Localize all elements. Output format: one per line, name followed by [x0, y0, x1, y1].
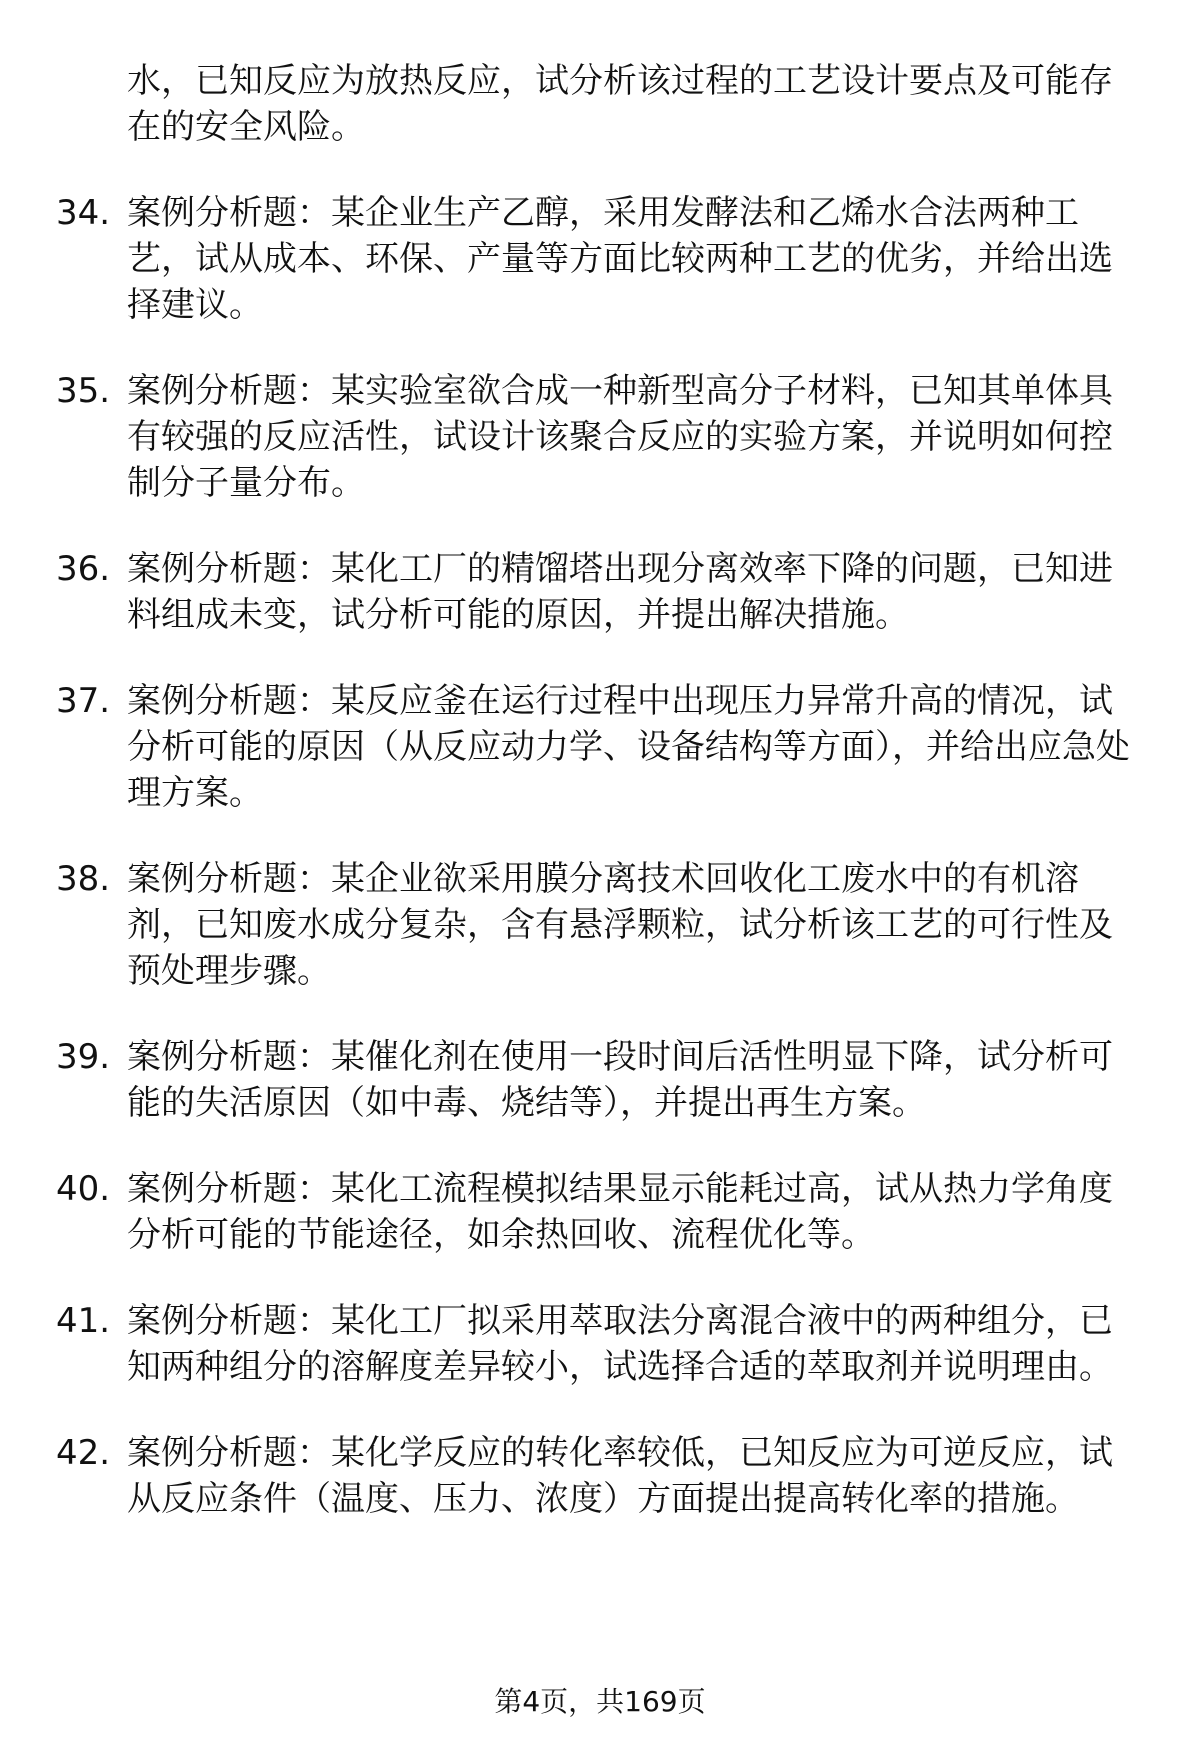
question-number: 40.: [56, 1169, 111, 1209]
question-item: [56, 1298, 1136, 1390]
question-text: 案例分析题：某化工厂拟采用萃取法分离混合液中的两种组分，已知两种组分的溶解度差异较小，试选择合适的萃取剂并说明理由。: [127, 1301, 1113, 1387]
question-text: 案例分析题：某化学反应的转化率较低，已知反应为可逆反应，试从反应条件（温度、压力、浓度）方面提出提高转化率的措施。: [127, 1433, 1113, 1519]
question-text: 案例分析题：某化工厂的精馏塔出现分离效率下降的问题，已知进料组成未变，试分析可能的原因，并提出解决措施。: [127, 549, 1113, 635]
question-number: 39.: [56, 1037, 111, 1077]
question-item: [56, 368, 1136, 506]
question-item: [56, 856, 1136, 994]
continued-question-text: 水，已知反应为放热反应，试分析该过程的工艺设计要点及可能存在的安全风险。: [127, 61, 1113, 147]
question-number: 35.: [56, 371, 111, 411]
page-footer: 第4页，共169页: [494, 1685, 706, 1718]
question-text: 案例分析题：某企业欲采用膜分离技术回收化工废水中的有机溶剂，已知废水成分复杂，含有悬浮颗粒，试分析该工艺的可行性及预处理步骤。: [127, 859, 1113, 991]
question-text: 案例分析题：某企业生产乙醇，采用发酵法和乙烯水合法两种工艺，试从成本、环保、产量等方面比较两种工艺的优劣，并给出选择建议。: [127, 193, 1113, 325]
question-text: 案例分析题：某反应釜在运行过程中出现压力异常升高的情况，试分析可能的原因（从反应动力学、设备结构等方面），并给出应急处理方案。: [127, 681, 1130, 813]
question-item: [56, 1166, 1136, 1258]
question-number: 41.: [56, 1301, 111, 1341]
question-list: [56, 58, 1136, 1562]
question-item: [56, 546, 1136, 638]
question-number: 38.: [56, 859, 111, 899]
question-text: 案例分析题：某化工流程模拟结果显示能耗过高，试从热力学角度分析可能的节能途径，如余热回收、流程优化等。: [127, 1169, 1113, 1255]
question-number: 42.: [56, 1433, 111, 1473]
question-item: [56, 678, 1136, 816]
question-text: 案例分析题：某催化剂在使用一段时间后活性明显下降，试分析可能的失活原因（如中毒、烧结等），并提出再生方案。: [127, 1037, 1113, 1123]
question-number: 34.: [56, 193, 111, 233]
question-item: [56, 1034, 1136, 1126]
question-number: 37.: [56, 681, 111, 721]
question-number: 36.: [56, 549, 111, 589]
question-item: [56, 1430, 1136, 1522]
question-item: [56, 190, 1136, 328]
question-text: 案例分析题：某实验室欲合成一种新型高分子材料，已知其单体具有较强的反应活性，试设计该聚合反应的实验方案，并说明如何控制分子量分布。: [127, 371, 1113, 503]
